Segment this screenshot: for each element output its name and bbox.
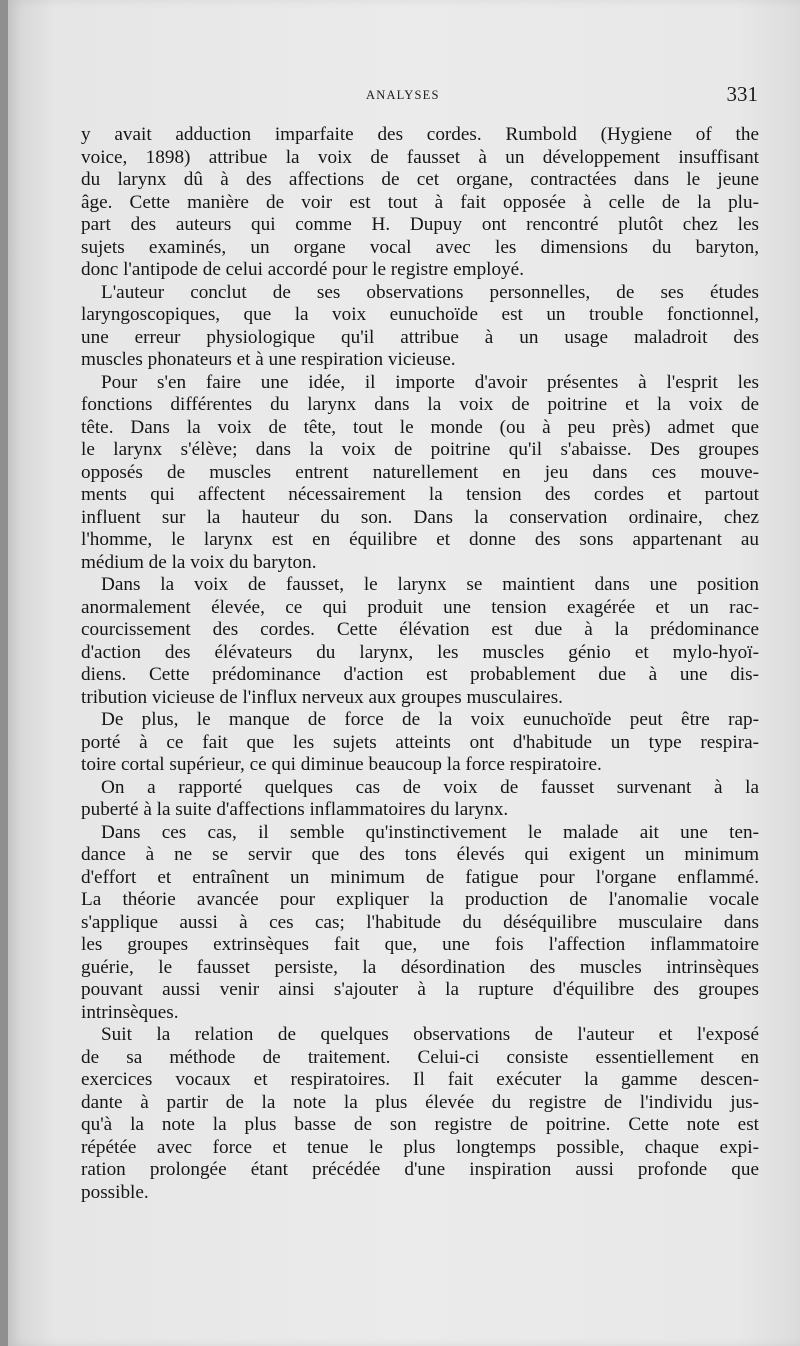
text-line: de sa méthode de traitement. Celui-ci consiste essentiellement en	[81, 1046, 759, 1068]
text-line: le larynx s'élève; dans la voix de poitrine qu'il s'abaisse. Des groupes	[81, 439, 759, 460]
text-line: influent sur la hauteur du son. Dans la conservation ordinaire, chez	[81, 506, 759, 528]
text-line: part des auteurs qui comme H. Dupuy ont rencontré plutôt chez les	[81, 214, 759, 235]
book-page	[8, 0, 800, 1346]
text-line: opposés de muscles entrent naturellement en jeu dans ces mouve-	[81, 461, 759, 483]
text-line: d'action des élévateurs du larynx, les muscles génio et mylo-hyoï-	[81, 641, 759, 663]
text-line: d'effort et entraînent un minimum de fatigue pour l'organe enflammé.	[81, 866, 759, 888]
text-line: donc l'antipode de celui accordé pour le registre employé.	[81, 259, 524, 280]
text-line: sujets examinés, un organe vocal avec les dimensions du baryton,	[81, 236, 759, 258]
text-line: Pour s'en faire une idée, il importe d'avoir présentes à l'esprit les	[101, 371, 759, 393]
running-head: ANALYSES	[366, 88, 440, 102]
text-line: possible.	[81, 1181, 149, 1203]
text-line: L'auteur conclut de ses observations personnelles, de ses études	[101, 281, 759, 303]
text-line: dance à ne se servir que des tons élevés qui exigent un minimum	[81, 844, 759, 865]
text-line: courcissement des cordes. Cette élévation est due à la prédominance	[81, 619, 759, 640]
text-line: laryngoscopiques, que la voix eunuchoïde est un trouble fonctionnel,	[81, 304, 759, 325]
text-line: exercices vocaux et respiratoires. Il fait exécuter la gamme descen-	[81, 1069, 759, 1090]
text-line: De plus, le manque de force de la voix eunuchoïde peut être rap-	[101, 709, 759, 730]
page-number: 331	[726, 82, 758, 106]
text-line: pouvant aussi venir ainsi s'ajouter à la rupture d'équilibre des groupes	[81, 979, 759, 1000]
text-line: On a rapporté quelques cas de voix de fausset survenant à la	[101, 776, 759, 798]
text-line: répétée avec force et tenue le plus longtemps possible, chaque expi-	[81, 1136, 759, 1158]
text-line: du larynx dû à des affections de cet organe, contractées dans le jeune	[81, 169, 759, 190]
text-line: qu'à la note la plus basse de son registre de poitrine. Cette note est	[81, 1114, 759, 1135]
text-line: diens. Cette prédominance d'action est probablement due à une dis-	[81, 664, 759, 685]
text-line: ration prolongée étant précédée d'une inspiration aussi profonde que	[81, 1159, 759, 1180]
text-line: porté à ce fait que les sujets atteints ont d'habitude un type respira-	[81, 731, 759, 753]
text-line: une erreur physiologique qu'il attribue à un usage maladroit des	[81, 326, 759, 348]
text-line: médium de la voix du baryton.	[81, 551, 317, 573]
text-line: s'applique aussi à ces cas; l'habitude du déséquilibre musculaire dans	[81, 911, 759, 933]
text-line: Dans la voix de fausset, le larynx se maintient dans une position	[101, 574, 759, 595]
text-line: tête. Dans la voix de tête, tout le monde (ou à peu près) admet que	[81, 416, 759, 438]
text-line: âge. Cette manière de voir est tout à fait opposée à celle de la plu-	[81, 191, 759, 213]
text-line: fonctions différentes du larynx dans la voix de poitrine et la voix de	[81, 394, 759, 415]
text-line: y avait adduction imparfaite des cordes. Rumbold (Hygiene of the	[81, 124, 759, 145]
text-line: La théorie avancée pour expliquer la production de l'anomalie vocale	[81, 889, 759, 910]
text-line: tribution vicieuse de l'influx nerveux aux groupes musculaires.	[81, 686, 563, 708]
text-line: intrinsèques.	[81, 1001, 179, 1023]
text-line: anormalement élevée, ce qui produit une tension exagérée et un rac-	[81, 596, 759, 618]
text-line: Dans ces cas, il semble qu'instinctivement le malade ait une ten-	[101, 821, 759, 843]
text-line: Suit la relation de quelques observations de l'auteur et l'exposé	[101, 1024, 759, 1045]
text-line: muscles phonateurs et à une respiration vicieuse.	[81, 349, 456, 370]
text-line: dante à partir de la note la plus élevée du registre de l'individu jus-	[81, 1091, 759, 1113]
text-line: toire cortal supérieur, ce qui diminue beaucoup la force respiratoire.	[81, 754, 602, 775]
text-line: l'homme, le larynx est en équilibre et donne des sons appartenant au	[81, 529, 759, 550]
text-line: ments qui affectent nécessairement la tension des cordes et partout	[81, 484, 759, 505]
text-line: les groupes extrinsèques fait que, une fois l'affection inflammatoire	[81, 934, 759, 955]
page-header	[8, 82, 800, 112]
text-line: puberté à la suite d'affections inflammatoires du larynx.	[81, 799, 509, 820]
text-line: guérie, le fausset persiste, la désordination des muscles intrinsèques	[81, 956, 759, 978]
text-line: voice, 1898) attribue la voix de fausset à un développement insuffisant	[81, 146, 759, 168]
body-text	[81, 124, 759, 1204]
